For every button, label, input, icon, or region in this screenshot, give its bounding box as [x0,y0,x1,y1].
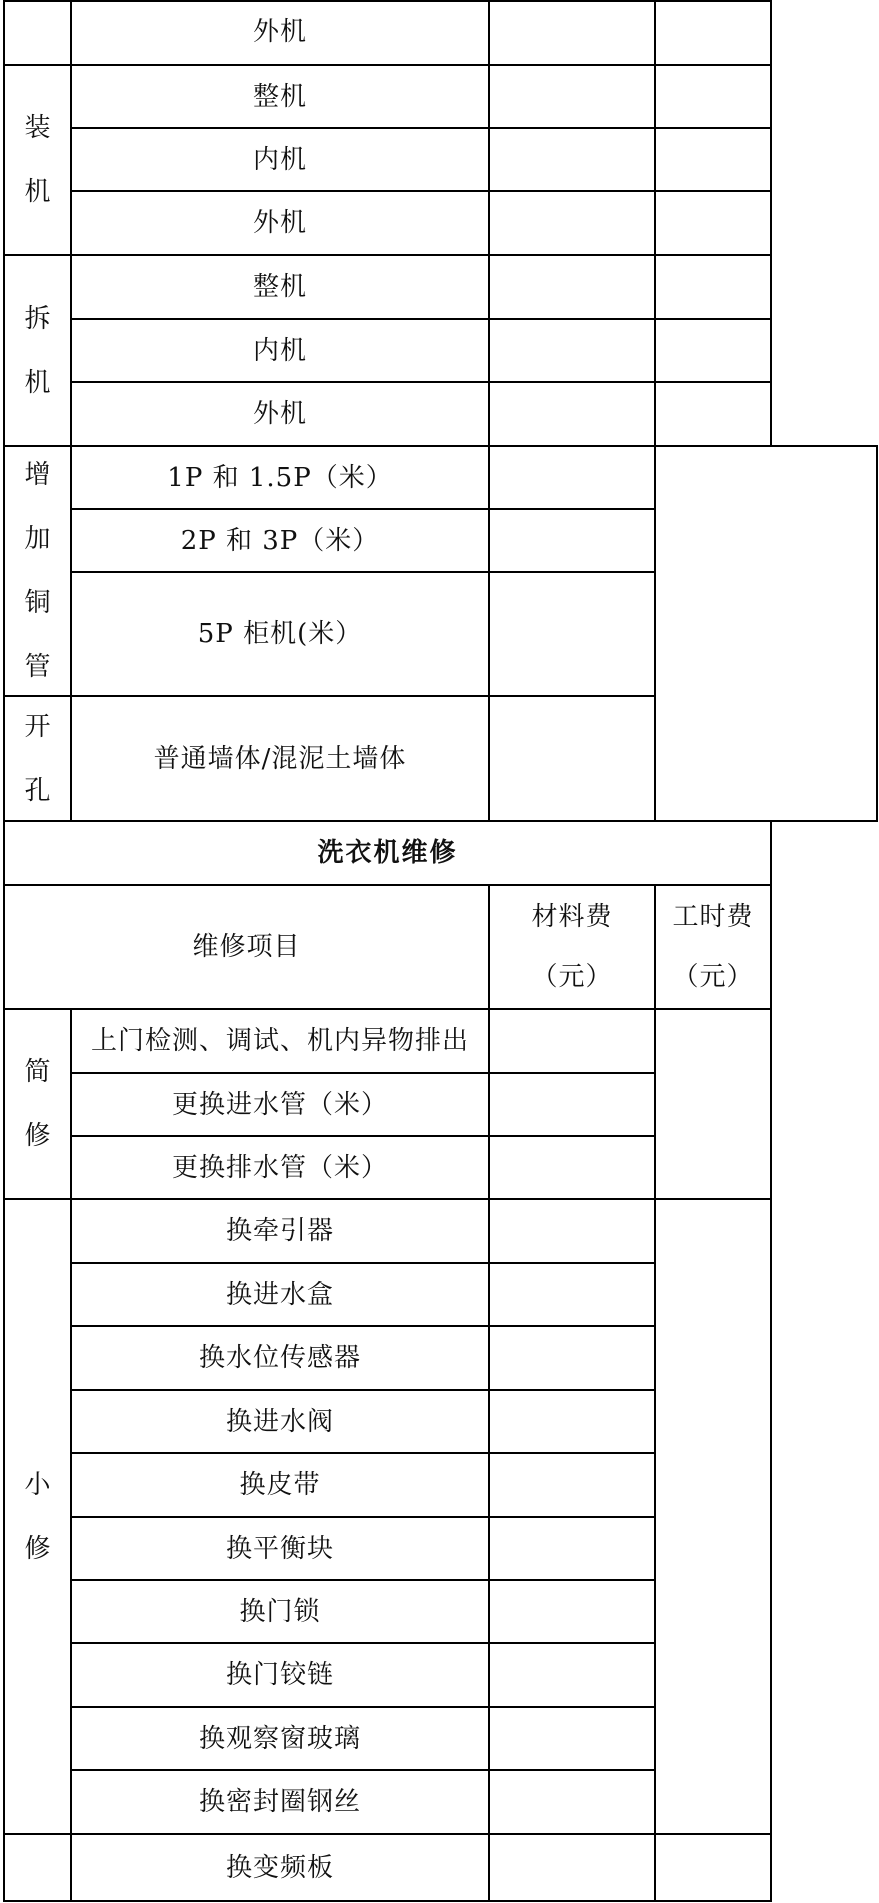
item-label: 整机 [252,272,307,302]
rule [654,884,656,1902]
item-label: 外机 [252,17,307,47]
item-label: 普通墙体/混泥土墙体 [153,743,407,774]
item-label: 外机 [252,208,307,238]
group-label-copper-pipe: 增 加 铜 管 [24,460,51,682]
item-label: 换牵引器 [225,1216,334,1246]
rule [3,1900,772,1902]
item-label: 外机 [252,399,307,429]
group-label-simple-repair: 简 修 [24,1057,51,1151]
item-label: 1P 和 1.5P（米） [167,462,393,493]
item-label: 换密封圈钢丝 [198,1787,361,1817]
group-label-remove: 拆 机 [24,303,51,398]
item-label: 整机 [252,81,307,112]
item-label: 换水位传感器 [198,1343,361,1373]
rule [876,445,878,822]
item-label: 更换排水管（米） [171,1152,388,1183]
item-label: 换平衡块 [225,1533,334,1564]
rule [488,884,490,1902]
rule [770,820,772,1902]
item-label: 上门检测、调试、机内异物排出 [90,1026,469,1056]
item-label: 5P 柜机(米） [197,619,363,649]
group-label-install: 装 机 [24,113,51,207]
item-label: 换进水阀 [225,1406,334,1437]
item-label: 换门锁 [239,1596,321,1627]
item-label: 更换进水管（米） [171,1089,388,1120]
item-label: 2P 和 3P（米） [180,525,380,556]
rule [654,0,656,822]
rule [488,0,490,822]
header-labor-fee: 工时费 （元） [672,902,754,992]
item-label: 内机 [252,144,307,175]
item-label: 换变频板 [225,1852,334,1883]
group-label-minor-repair: 小 修 [24,1469,51,1564]
section-title: 洗衣机维修 [317,838,458,868]
item-label: 换门铰链 [225,1660,334,1690]
group-label-drill: 开 孔 [24,711,51,806]
item-label: 内机 [252,335,307,366]
rule [770,0,772,447]
item-label: 换进水盒 [225,1279,334,1310]
item-label: 换皮带 [239,1470,321,1500]
header-item: 维修项目 [192,932,301,962]
item-label: 换观察窗玻璃 [198,1723,361,1754]
header-material-fee: 材料费 （元） [531,902,613,992]
